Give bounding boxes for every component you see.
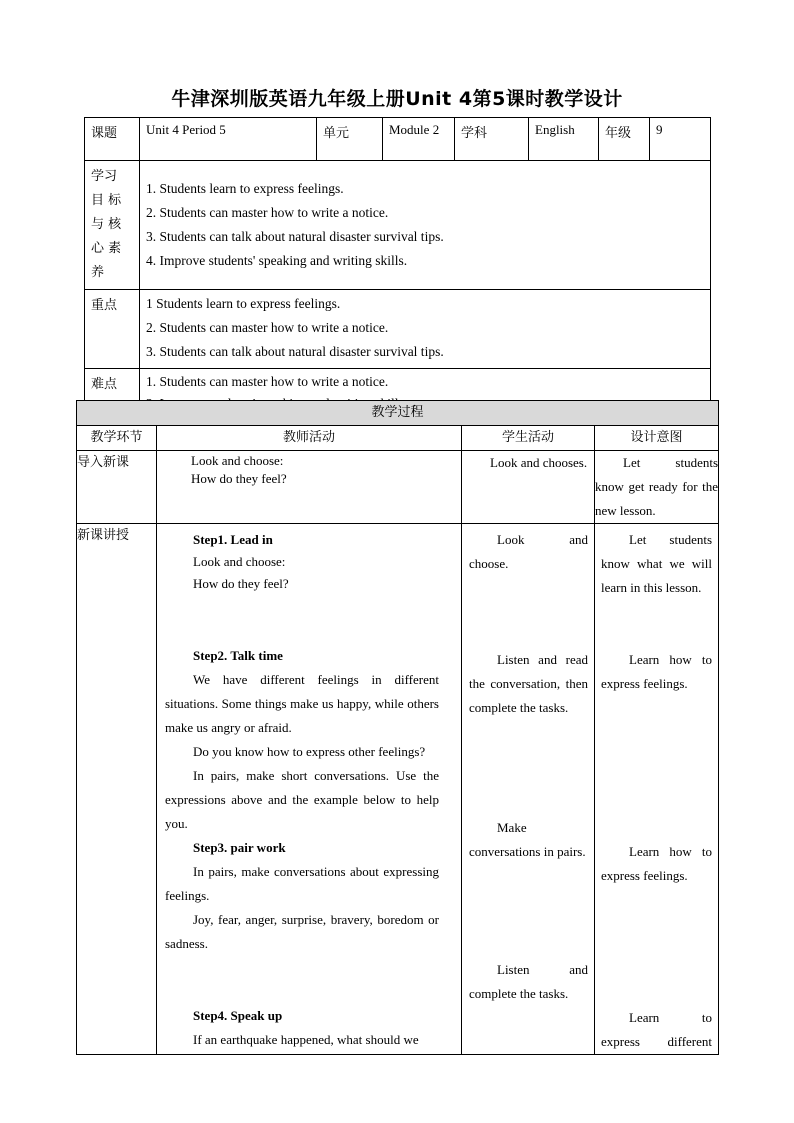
column-header: 设计意图 [595,426,719,451]
list-item: 1 Students learn to express feelings. [146,296,341,311]
teaching-process-table [76,400,719,1055]
design-purpose-intro: Let students know get ready for the new lesson. [595,451,719,524]
column-header: 教师活动 [157,426,462,451]
key-points-list [140,290,711,369]
list-item: 4. Improve students' speaking and writing skills. [146,253,408,268]
process-header: 教学过程 [77,401,719,426]
subject-label: 学科 [455,118,529,161]
list-item: 3. Students can talk about natural disaster survival tips. [146,344,444,359]
design-purpose-new: Let students know what we will learn in this lesson. Learn how to express feelings. Learn how to express feelings. Learn to express different [595,524,719,1055]
list-item: 3. Students can talk about natural disaster survival tips. [146,229,444,244]
grade-value: 9 [650,118,711,161]
document-title: 牛津深圳版英语九年级上册Unit 4第5课时教学设计 [171,88,623,110]
topic-value: Unit 4 Period 5 [140,118,317,161]
table-row [77,451,719,524]
subject-value: English [529,118,599,161]
lesson-info-table [84,117,711,420]
student-activity-intro: Look and chooses. [462,451,595,524]
key-points-label: 重点 [85,290,140,369]
grade-label: 年级 [599,118,650,161]
unit-label: 单元 [317,118,383,161]
list-item: 2. Students can master how to write a notice. [146,320,389,335]
teacher-activity-intro: Look and choose: How do they feel? [157,451,462,524]
list-item: 2. Students can master how to write a notice. [146,205,389,220]
column-header: 学生活动 [462,426,595,451]
list-item: 1. Students can master how to write a notice. [146,374,389,389]
unit-value: Module 2 [383,118,455,161]
table-row [77,524,719,1055]
stage-intro: 导入新课 [77,451,157,524]
stage-new: 新课讲授 [77,524,157,1055]
teacher-activity-new: Step1. Lead in Look and choose: How do they feel? Step2. Talk time We have different feelings in different situations. Some things make us happy, while others make us angry or afraid. Do you know how to express other feelings? In pairs, make short conversations. Use the expressions above and the example below to help you. Step3. pair work In pairs, make conversations about expressing feelings. Joy, fear, anger, surprise, bravery, boredom or sadness. Step4. Speak up If an earthquake happened, what should we [157,524,462,1055]
list-item: 1. Students learn to express feelings. [146,181,344,196]
column-header: 教学环节 [77,426,157,451]
topic-label: 课题 [85,118,140,161]
student-activity-new: Look and choose. Listen and read the conversation, then complete the tasks. Make conversations in pairs. Listen and complete the tasks. [462,524,595,1055]
objectives-list [140,161,711,290]
objectives-label: 学习 目 标 与 核 心 素 养 [85,161,140,290]
difficult-points-label: 难点 [85,369,140,420]
